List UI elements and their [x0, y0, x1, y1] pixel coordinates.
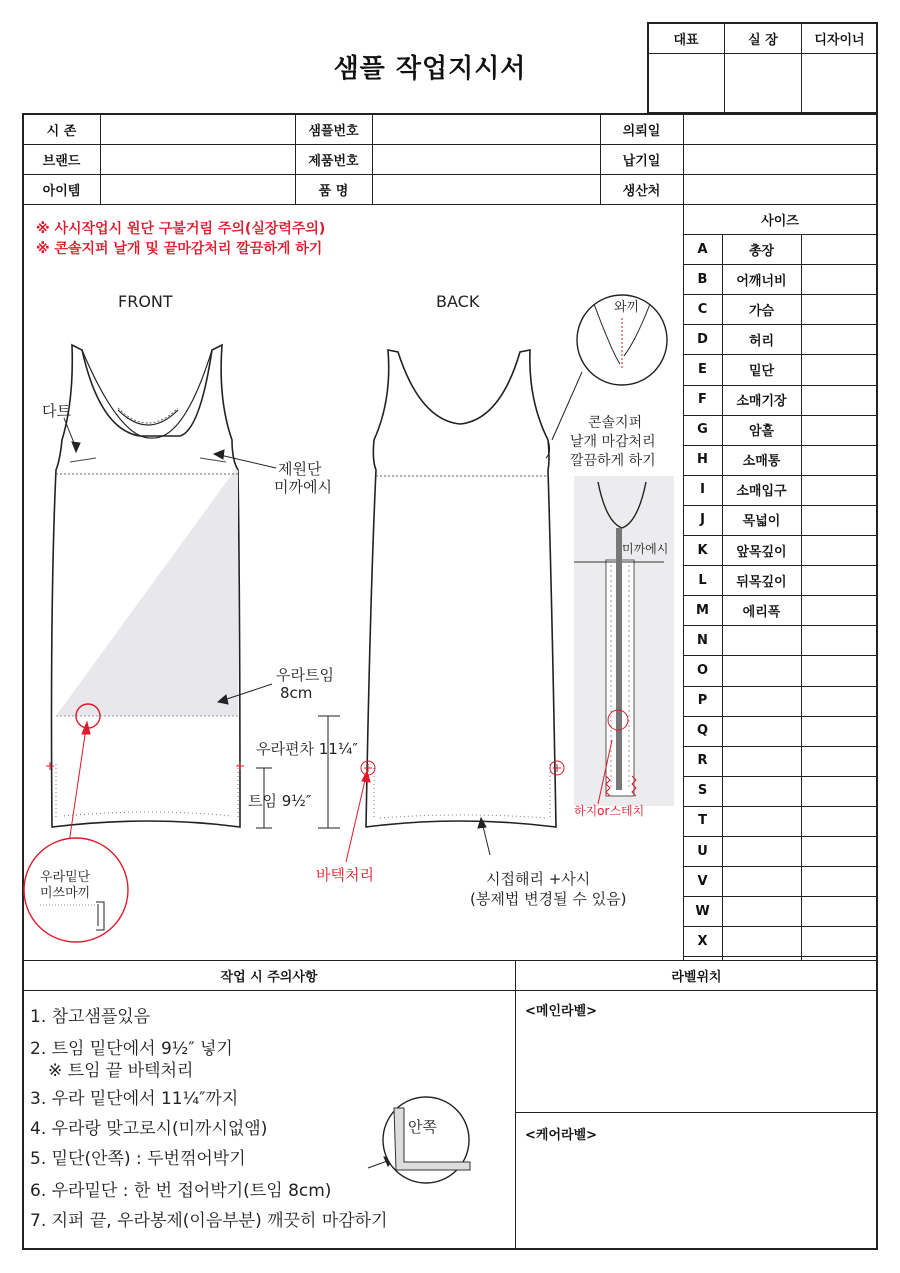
caution-item-2-note: ※ 트임 끝 바텍처리 — [48, 1061, 194, 1081]
zipper-label-1: 콘솔지퍼 — [588, 415, 643, 431]
caution-item-4: 4. 우라랑 맞고로시(미까시없앰) — [30, 1119, 268, 1139]
seam-label-1: 시접해리 +사시 — [486, 870, 591, 888]
size-code: I — [700, 482, 705, 498]
bartack-label: 바텍처리 — [316, 866, 374, 884]
size-code: M — [696, 602, 709, 618]
size-code: O — [696, 662, 709, 678]
size-name: 밑단 — [748, 363, 775, 379]
note-line-1: ※ 사시작업시 원단 구불거림 주의(실장력주의) — [36, 221, 326, 237]
front-label: FRONT — [118, 292, 173, 311]
seam-label-2: (봉제법 변경될 수 있음) — [470, 890, 627, 908]
caution-item-1: 1. 참고샘플있음 — [30, 1007, 151, 1027]
lining-slit-label-2: 8cm — [280, 684, 313, 702]
size-name: 목넓이 — [742, 514, 781, 530]
size-name: 소매기장 — [736, 394, 787, 410]
back-label: BACK — [436, 292, 480, 311]
fabric-label-1: 제원단 — [278, 460, 322, 478]
size-name: 앞목깊이 — [736, 544, 787, 560]
size-name: 소매통 — [742, 454, 781, 470]
zipper-label-2: 날개 마감처리 — [570, 434, 656, 450]
info-label-label3: 생산처 — [622, 183, 661, 199]
slit-label: 트임 9½″ — [248, 792, 312, 810]
size-name: 허리 — [748, 333, 775, 349]
size-code: J — [700, 512, 705, 528]
size-code: G — [697, 422, 708, 438]
hem-circle-label-1: 우라밑단 — [40, 870, 91, 885]
back-dress — [366, 350, 556, 827]
size-code: L — [698, 572, 707, 588]
size-code: K — [697, 542, 708, 558]
wakki-label: 와끼 — [614, 300, 640, 315]
size-code: A — [697, 241, 708, 257]
size-code: W — [695, 903, 710, 919]
size-code: D — [697, 331, 708, 347]
wakki-pointer — [552, 372, 582, 440]
info-label-label1: 아이템 — [42, 183, 81, 199]
size-name: 뒤목깊이 — [736, 574, 787, 590]
size-code: S — [697, 783, 708, 799]
caution-item-3: 3. 우라 밑단에서 11¼″까지 — [30, 1089, 239, 1109]
size-code: T — [698, 813, 707, 829]
size-code: B — [697, 271, 708, 287]
size-name: 가슴 — [748, 303, 775, 319]
info-label-label3: 납기일 — [622, 153, 661, 169]
size-code: H — [697, 452, 708, 468]
size-code: E — [698, 361, 707, 377]
size-code: F — [698, 392, 707, 408]
info-label-label2: 샘플번호 — [308, 123, 359, 139]
fabric-label-2: 미까에시 — [274, 478, 332, 496]
info-label-label3: 의뢰일 — [622, 123, 661, 139]
size-code: P — [697, 693, 708, 709]
caution-item-6: 6. 우라밑단 : 한 번 접어박기(트임 8cm) — [30, 1181, 332, 1201]
stitch-label: 하지or스테치 — [574, 804, 645, 818]
size-code: Q — [696, 723, 709, 739]
size-code: C — [697, 301, 708, 317]
care-label-title: <케어라벨> — [525, 1128, 598, 1143]
info-label-label1: 브랜드 — [42, 153, 81, 169]
approval-ceo: 대표 — [673, 33, 699, 48]
caution-item-5: 5. 밑단(안쪽) : 두번꺾어박기 — [30, 1149, 246, 1169]
inside-label: 안쪽 — [408, 1118, 437, 1136]
info-label-label1: 시 존 — [46, 123, 77, 139]
size-table-header: 사이즈 — [761, 213, 799, 229]
page-title: 샘플 작업지시서 — [333, 54, 527, 84]
label-divider — [516, 1112, 877, 1113]
bottom-divider — [515, 960, 516, 1249]
zipper-teeth — [616, 528, 622, 790]
size-code: R — [697, 753, 708, 769]
lining-diff-label: 우라편차 11¼″ — [256, 740, 358, 758]
size-name: 소매입구 — [736, 484, 787, 500]
lining-slit-label-1: 우라트임 — [276, 666, 334, 684]
caution-item-2: 2. 트임 밑단에서 9½″ 넣기 — [30, 1039, 233, 1059]
size-code: U — [697, 843, 708, 859]
caution-header: 작업 시 주의사항 — [220, 970, 318, 985]
approval-manager: 실 장 — [748, 33, 778, 48]
zipper-label-3: 깔끔하게 하기 — [570, 453, 656, 469]
size-code: V — [697, 873, 708, 889]
size-name: 총장 — [748, 243, 775, 259]
caution-item-7: 7. 지퍼 끝, 우라봉제(이음부분) 깨끗히 마감하기 — [30, 1211, 388, 1231]
size-name: 에리폭 — [742, 604, 781, 620]
hem-circle-label-2: 미쓰마끼 — [40, 886, 91, 901]
bottom-header-line — [23, 990, 877, 991]
label-header: 라벨위치 — [671, 970, 722, 985]
approval-designer: 디자이너 — [814, 33, 865, 48]
mikaeshi-label: 미까에시 — [622, 542, 669, 556]
size-name: 암홀 — [748, 424, 775, 440]
size-code: N — [697, 632, 708, 648]
note-line-2: ※ 콘솔지퍼 날개 및 끝마감처리 깔끔하게 하기 — [36, 241, 323, 257]
main-label-title: <메인라벨> — [525, 1004, 598, 1019]
size-code: X — [697, 933, 708, 949]
info-label-label2: 제품번호 — [308, 153, 359, 169]
dart-label: 다트 — [42, 402, 71, 420]
size-name: 어깨너비 — [736, 273, 787, 289]
info-label-label2: 품 명 — [318, 183, 349, 199]
